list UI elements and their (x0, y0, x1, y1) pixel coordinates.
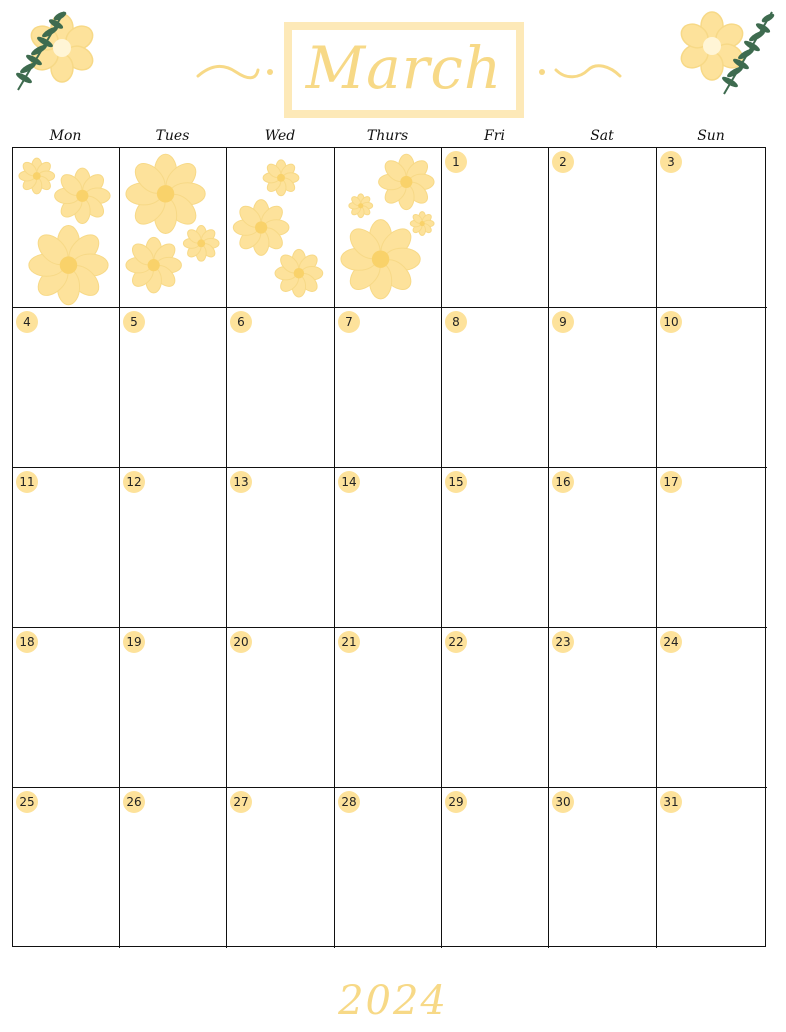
day-number: 31 (660, 791, 682, 813)
day-cell[interactable] (335, 468, 442, 628)
day-cell[interactable] (120, 308, 227, 468)
weekday-label: Sun (697, 128, 725, 144)
day-number: 25 (16, 791, 38, 813)
weekday-label: Sat (590, 128, 614, 144)
day-number: 7 (338, 311, 360, 333)
weekday-label: Fri (484, 128, 505, 144)
day-cell[interactable] (13, 628, 120, 788)
day-number: 17 (660, 471, 682, 493)
day-number: 24 (660, 631, 682, 653)
day-cell[interactable] (549, 308, 657, 468)
day-cell[interactable] (657, 148, 767, 308)
day-number: 28 (338, 791, 360, 813)
day-cell[interactable] (549, 468, 657, 628)
day-cell[interactable] (120, 468, 227, 628)
flower-sprig-icon (4, 2, 114, 102)
day-number: 29 (445, 791, 467, 813)
empty-day-cell (120, 148, 227, 308)
day-cell[interactable] (227, 628, 335, 788)
day-number: 3 (660, 151, 682, 173)
weekday-label: Thurs (366, 128, 409, 144)
daisy-flower-icon (335, 148, 441, 307)
swirl-ornament-icon (532, 58, 622, 88)
month-title-frame (284, 22, 524, 118)
flower-sprig-icon (672, 2, 782, 102)
day-cell[interactable] (335, 788, 442, 948)
day-number: 18 (16, 631, 38, 653)
day-cell[interactable] (13, 468, 120, 628)
day-number: 2 (552, 151, 574, 173)
day-number: 4 (16, 311, 38, 333)
day-number: 30 (552, 791, 574, 813)
weekday-header (12, 126, 766, 148)
day-number: 21 (338, 631, 360, 653)
day-number: 5 (123, 311, 145, 333)
weekday-label: Wed (264, 128, 296, 144)
day-cell[interactable] (227, 468, 335, 628)
day-number: 15 (445, 471, 467, 493)
calendar-grid (12, 147, 766, 947)
swirl-ornament-icon (196, 58, 286, 88)
day-cell[interactable] (549, 148, 657, 308)
day-cell[interactable] (120, 788, 227, 948)
day-number: 6 (230, 311, 252, 333)
day-cell[interactable] (227, 788, 335, 948)
empty-day-cell (227, 148, 335, 308)
day-cell[interactable] (442, 468, 549, 628)
day-cell[interactable] (335, 628, 442, 788)
daisy-flower-icon (227, 148, 334, 307)
day-number: 16 (552, 471, 574, 493)
day-number: 23 (552, 631, 574, 653)
day-number: 14 (338, 471, 360, 493)
day-number: 11 (16, 471, 38, 493)
day-number: 13 (230, 471, 252, 493)
day-cell[interactable] (442, 308, 549, 468)
day-number: 10 (660, 311, 682, 333)
day-number: 8 (445, 311, 467, 333)
day-number: 19 (123, 631, 145, 653)
day-cell[interactable] (227, 308, 335, 468)
day-cell[interactable] (549, 788, 657, 948)
day-cell[interactable] (549, 628, 657, 788)
weekday-label: Tues (155, 128, 190, 144)
day-cell[interactable] (13, 788, 120, 948)
day-cell[interactable] (657, 628, 767, 788)
month-title: March (305, 34, 503, 102)
day-cell[interactable] (120, 628, 227, 788)
day-cell[interactable] (657, 308, 767, 468)
day-number: 22 (445, 631, 467, 653)
day-cell[interactable] (442, 148, 549, 308)
day-cell[interactable] (442, 788, 549, 948)
day-number: 1 (445, 151, 467, 173)
empty-day-cell (13, 148, 120, 308)
day-number: 12 (123, 471, 145, 493)
empty-day-cell (335, 148, 442, 308)
weekday-label: Mon (49, 128, 82, 144)
year-label: 2024 (338, 978, 448, 1024)
day-number: 26 (123, 791, 145, 813)
daisy-flower-icon (13, 148, 119, 307)
day-cell[interactable] (657, 788, 767, 948)
day-number: 27 (230, 791, 252, 813)
day-cell[interactable] (335, 308, 442, 468)
daisy-flower-icon (120, 148, 226, 307)
day-cell[interactable] (657, 468, 767, 628)
day-cell[interactable] (13, 308, 120, 468)
day-cell[interactable] (442, 628, 549, 788)
day-number: 9 (552, 311, 574, 333)
day-number: 20 (230, 631, 252, 653)
